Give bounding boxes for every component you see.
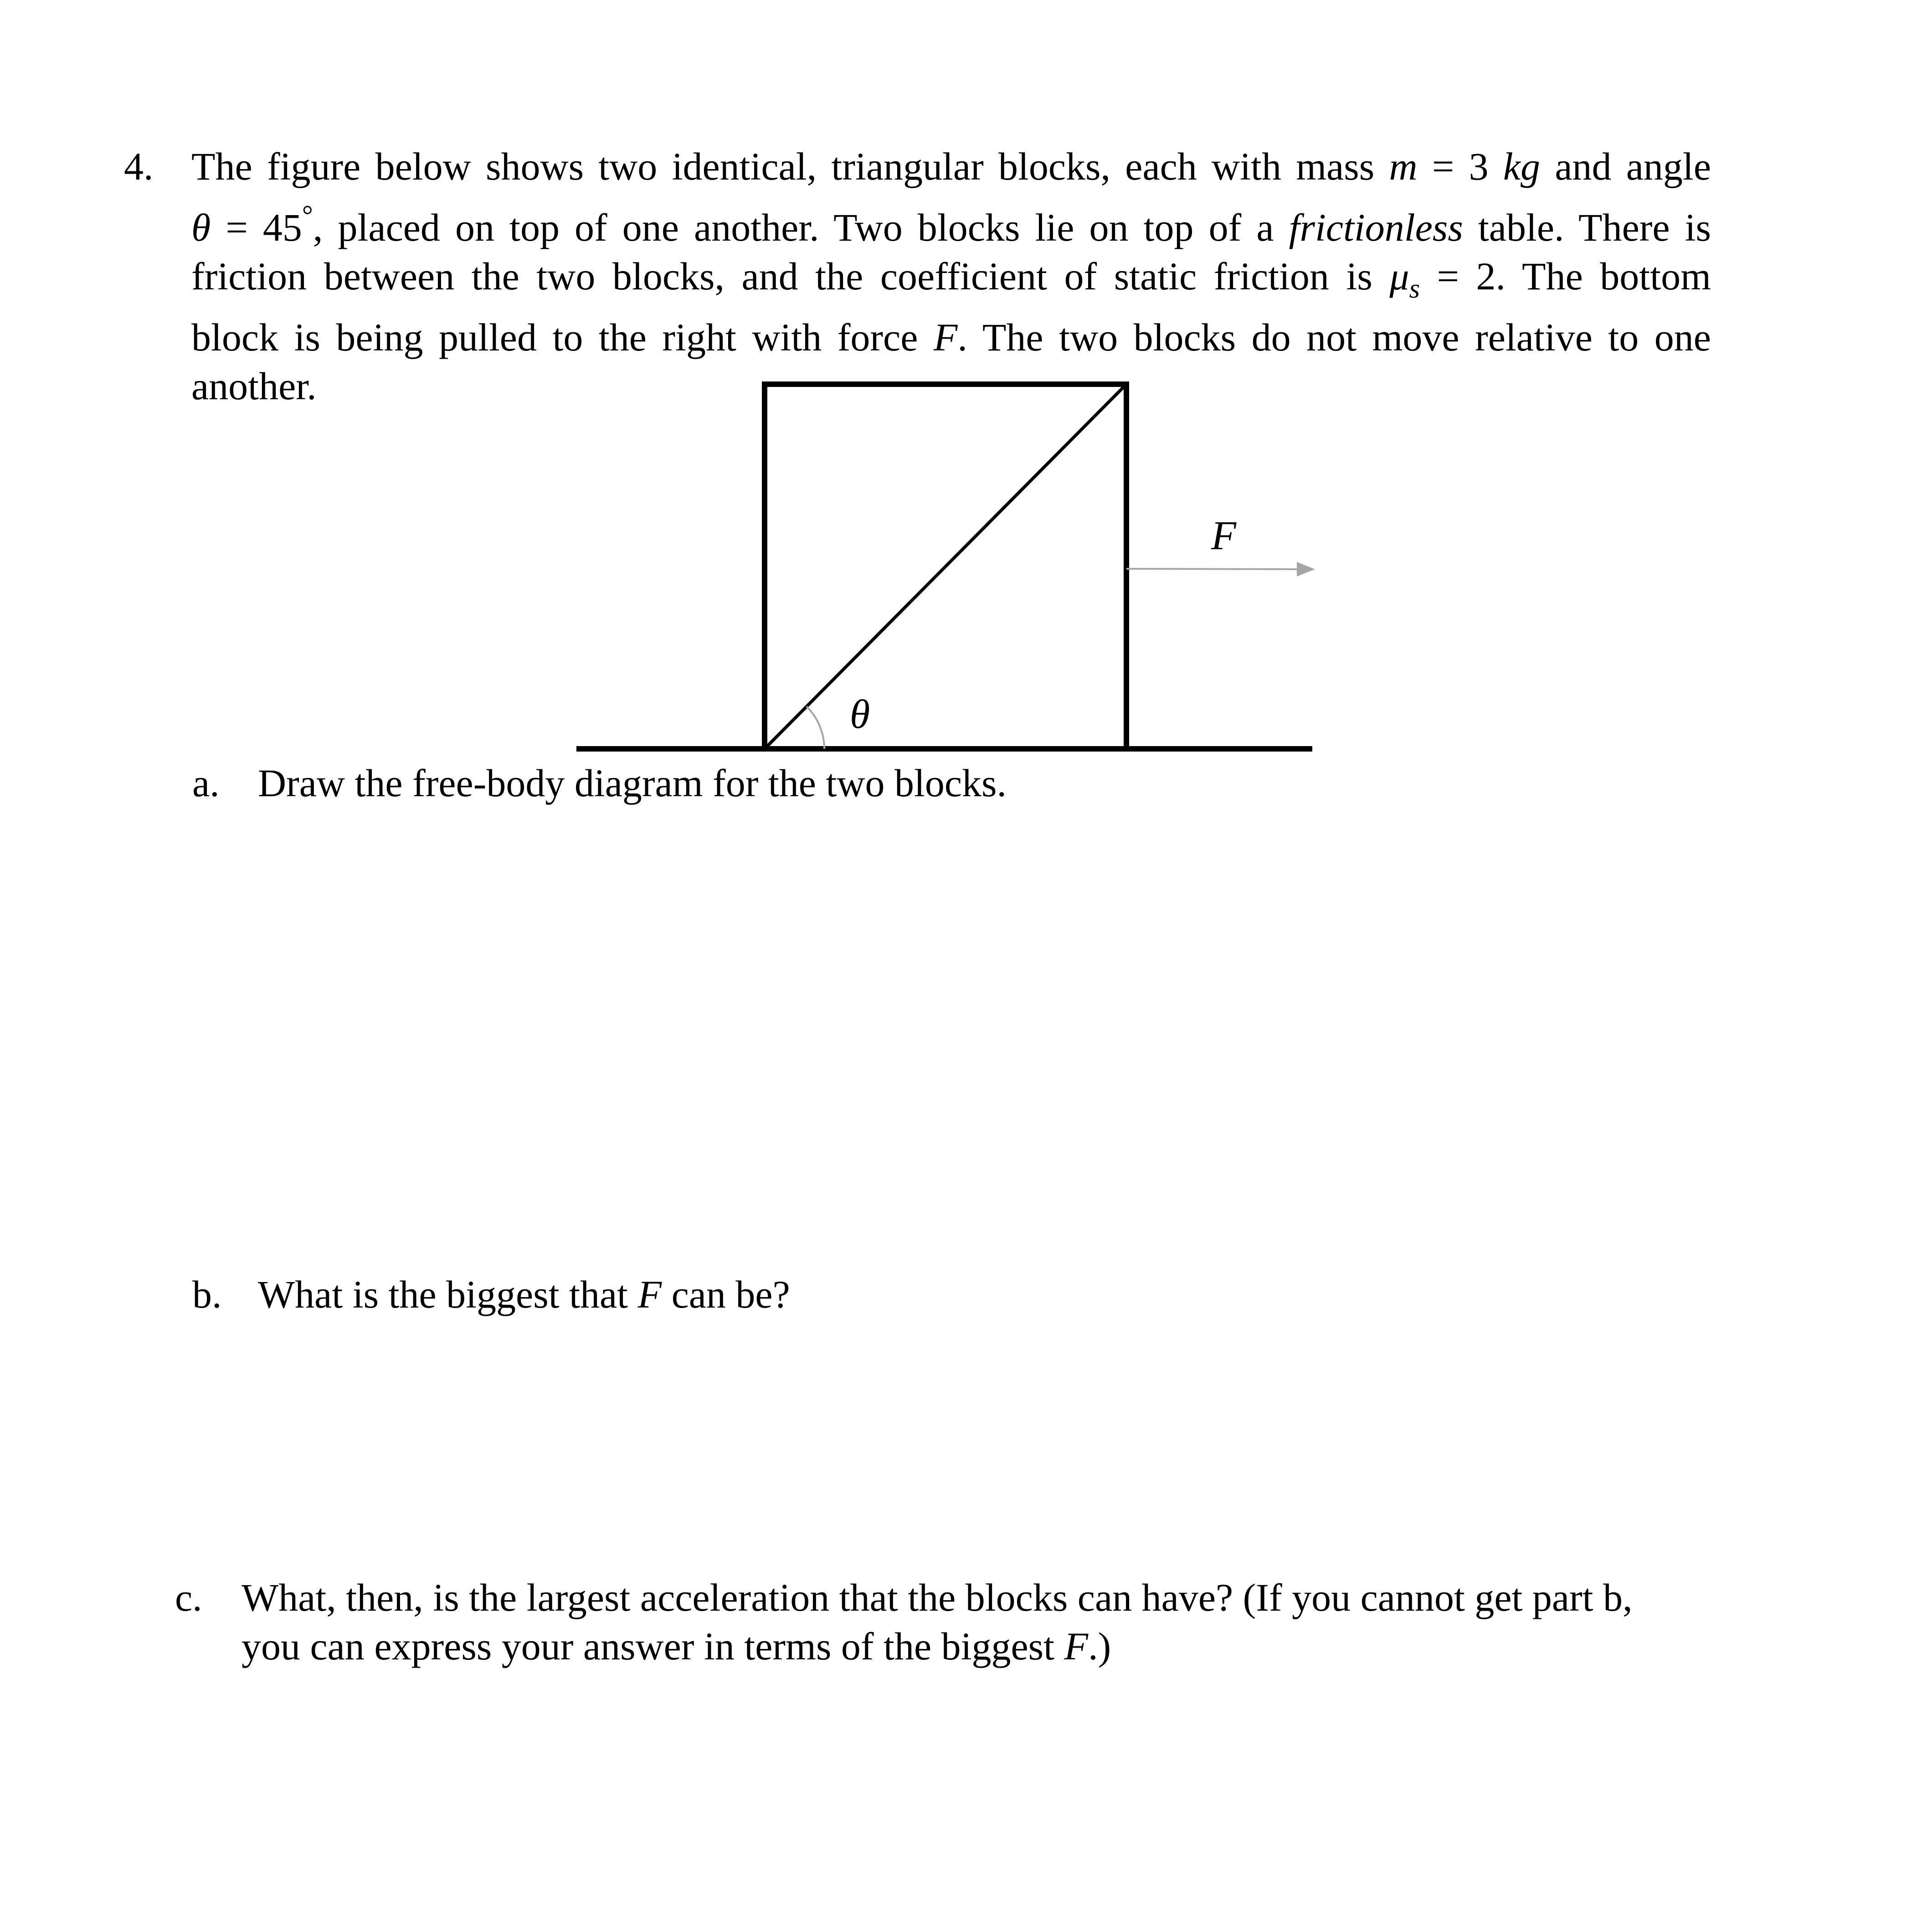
question-line: friction between the two blocks, and the coefficient of static friction is $\mu_s = 2$. The bottom [191,254,1711,304]
question-line: block is being pulled to the right with force F. The two blocks do not move relative to one [191,315,1711,359]
block-diagonal [765,384,1126,749]
part-b-text: What is the biggest that F can be? [258,1272,790,1316]
question-number: 4. [124,144,154,188]
question-line: another. [191,364,317,408]
part-c-line2: you can express your answer in terms of the biggest F.) [242,1624,1111,1668]
question-line: The figure below shows two identical, triangular blocks, each with mass m = 3 kg and angle [191,144,1711,188]
force-label: F [1211,513,1236,558]
part-a-text: Draw the free-body diagram for the two blocks. [258,761,1007,805]
part-c-label: c. [175,1576,202,1619]
part-b-label: b. [192,1272,222,1316]
angle-arc [807,706,824,749]
part-c-line1: What, then, is the largest acceleration that the blocks can have? (If you cannot get part b, [242,1576,1633,1619]
angle-label: θ [850,692,870,737]
question-line: θ = 45°, placed on top of one another. Two blocks lie on top of a frictionless table. There is [191,200,1711,249]
part-a-label: a. [192,761,220,805]
